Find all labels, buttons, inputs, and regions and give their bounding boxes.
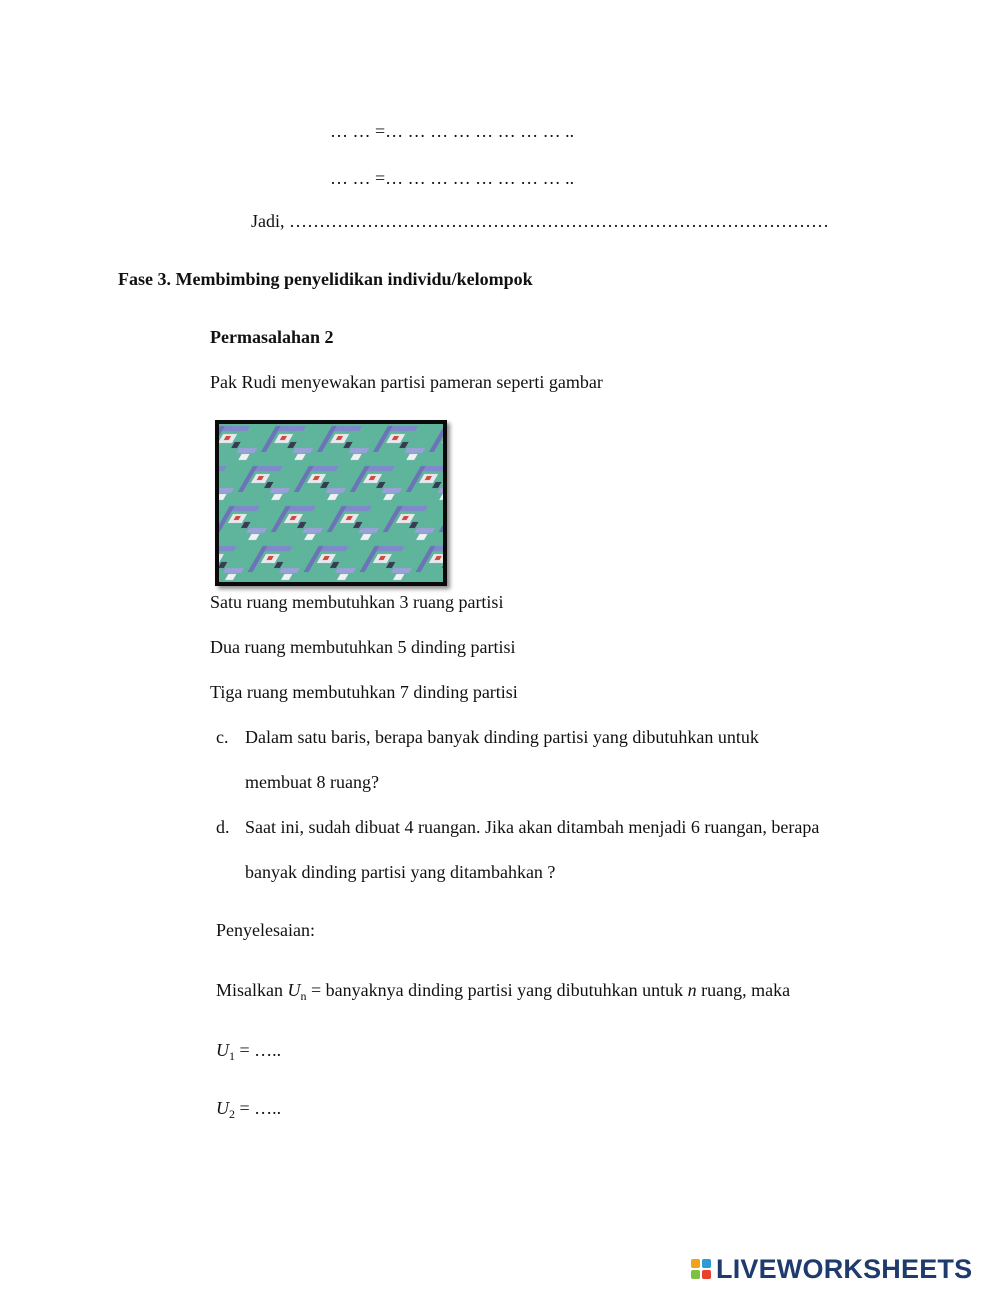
solution-label: Penyelesaian: bbox=[216, 920, 315, 940]
term-u1-value: = ….. bbox=[235, 1040, 282, 1060]
liveworksheets-logo-icon bbox=[691, 1259, 711, 1279]
logo-square-1 bbox=[691, 1259, 700, 1268]
question-c-line-1: Dalam satu baris, berapa banyak dinding partisi yang dibutuhkan untuk bbox=[245, 727, 759, 747]
term-u1-variable: U bbox=[216, 1040, 229, 1060]
exhibition-partition-image bbox=[215, 420, 447, 586]
fact-line-3: Tiga ruang membutuhkan 7 dinding partisi bbox=[210, 682, 518, 702]
equation-line-1: … … =… … … … … … … … .. bbox=[330, 121, 575, 141]
fact-line-1: Satu ruang membutuhkan 3 ruang partisi bbox=[210, 592, 504, 612]
term-u2-variable: U bbox=[216, 1098, 229, 1118]
term-u2-subscript: 2 bbox=[229, 1107, 235, 1121]
definition-subscript: n bbox=[300, 989, 307, 1003]
definition-n: n bbox=[687, 980, 697, 1000]
question-d-line-2: banyak dinding partisi yang ditambahkan ? bbox=[245, 862, 556, 882]
question-c-line-2: membuat 8 ruang? bbox=[245, 772, 379, 792]
definition-suffix: ruang, maka bbox=[696, 980, 791, 1000]
definition-variable: U bbox=[287, 980, 301, 1000]
phase-heading: Fase 3. Membimbing penyelidikan individu/kelompok bbox=[118, 269, 533, 289]
definition-middle: = banyaknya dinding partisi yang dibutuhkan untuk bbox=[306, 980, 688, 1000]
term-u2-line bbox=[216, 1097, 281, 1125]
problem-title: Permasalahan 2 bbox=[210, 327, 334, 347]
liveworksheets-brand-text: LIVEWORKSHEETS bbox=[716, 1253, 973, 1284]
term-u1-subscript: 1 bbox=[229, 1049, 235, 1063]
question-d-line-1: Saat ini, sudah dibuat 4 ruangan. Jika akan ditambah menjadi 6 ruangan, berapa bbox=[245, 817, 820, 837]
definition-prefix: Misalkan bbox=[216, 980, 288, 1000]
question-c-marker: c. bbox=[216, 727, 229, 747]
definition-line bbox=[216, 979, 790, 1007]
term-u1-line bbox=[216, 1039, 281, 1067]
logo-square-4 bbox=[702, 1270, 711, 1279]
term-u2-value: = ….. bbox=[235, 1098, 282, 1118]
equation-line-2: … … =… … … … … … … … .. bbox=[330, 168, 575, 188]
fact-line-2: Dua ruang membutuhkan 5 dinding partisi bbox=[210, 637, 516, 657]
liveworksheets-logo bbox=[691, 1254, 972, 1284]
logo-square-2 bbox=[702, 1259, 711, 1268]
conclusion-line: Jadi, ……………………………………………………………………………… bbox=[251, 211, 829, 231]
problem-intro: Pak Rudi menyewakan partisi pameran seperti gambar bbox=[210, 372, 603, 392]
question-d-marker: d. bbox=[216, 817, 230, 837]
logo-square-3 bbox=[691, 1270, 700, 1279]
